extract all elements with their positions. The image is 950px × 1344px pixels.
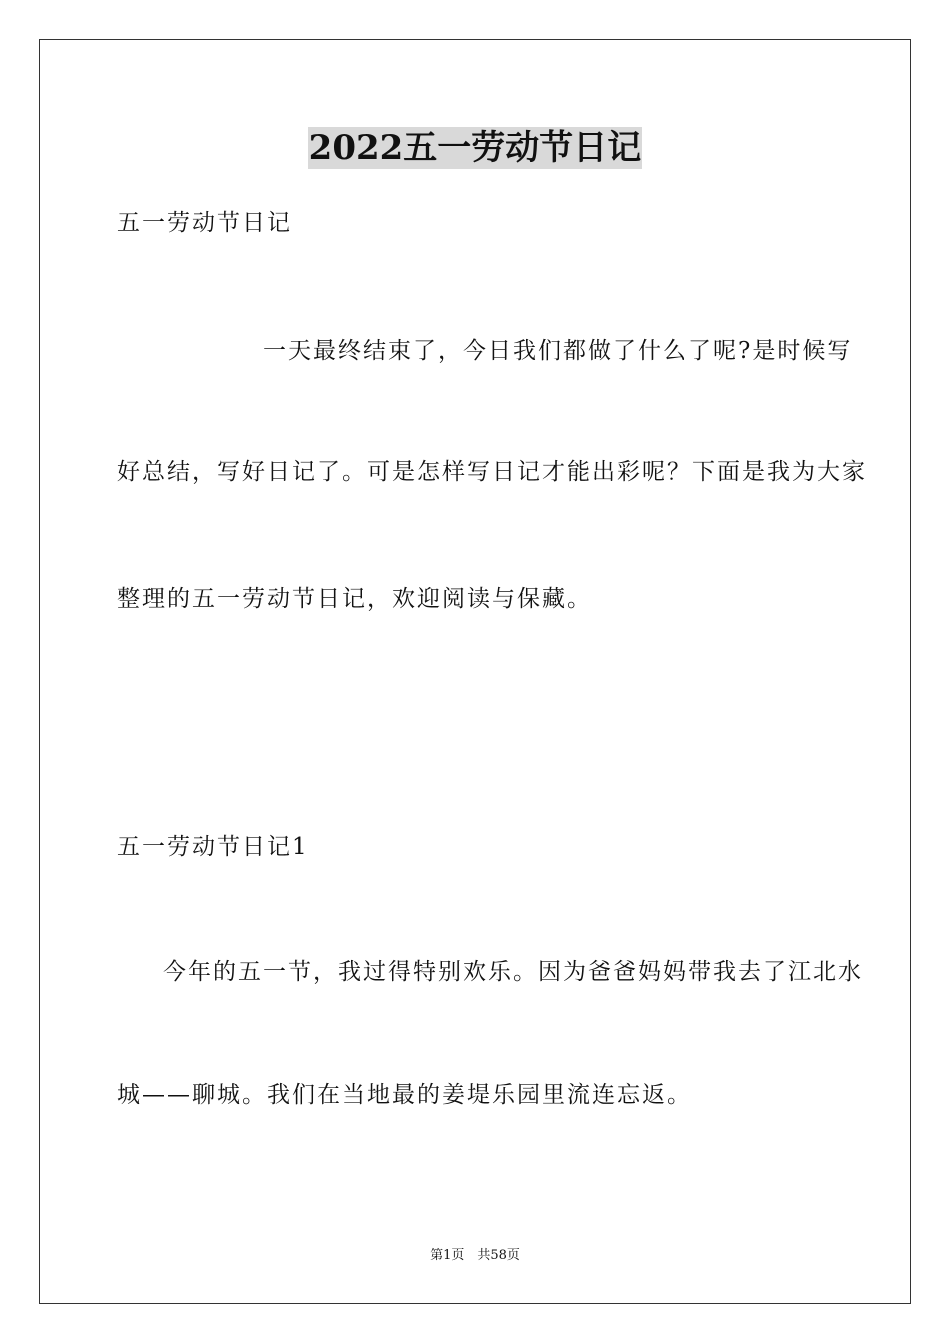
intro-line-3: 整理的五一劳动节日记，欢迎阅读与保藏。	[117, 586, 592, 612]
body-line-2: 城——聊城。我们在当地最的姜堤乐园里流连忘返。	[117, 1082, 692, 1108]
intro-line-1: 一天最终结束了，今日我们都做了什么了呢?是时候写	[263, 338, 853, 364]
document-subtitle: 五一劳动节日记	[117, 210, 292, 236]
page-footer: 第1页 共58页	[430, 1248, 520, 1263]
title-container	[0, 127, 950, 169]
document-title: 2022五一劳动节日记	[308, 128, 642, 168]
section-heading: 五一劳动节日记1	[117, 834, 309, 860]
intro-line-2: 好总结，写好日记了。可是怎样写日记才能出彩呢？下面是我为大家	[117, 459, 867, 485]
body-line-1: 今年的五一节，我过得特别欢乐。因为爸爸妈妈带我去了江北水	[163, 959, 863, 985]
